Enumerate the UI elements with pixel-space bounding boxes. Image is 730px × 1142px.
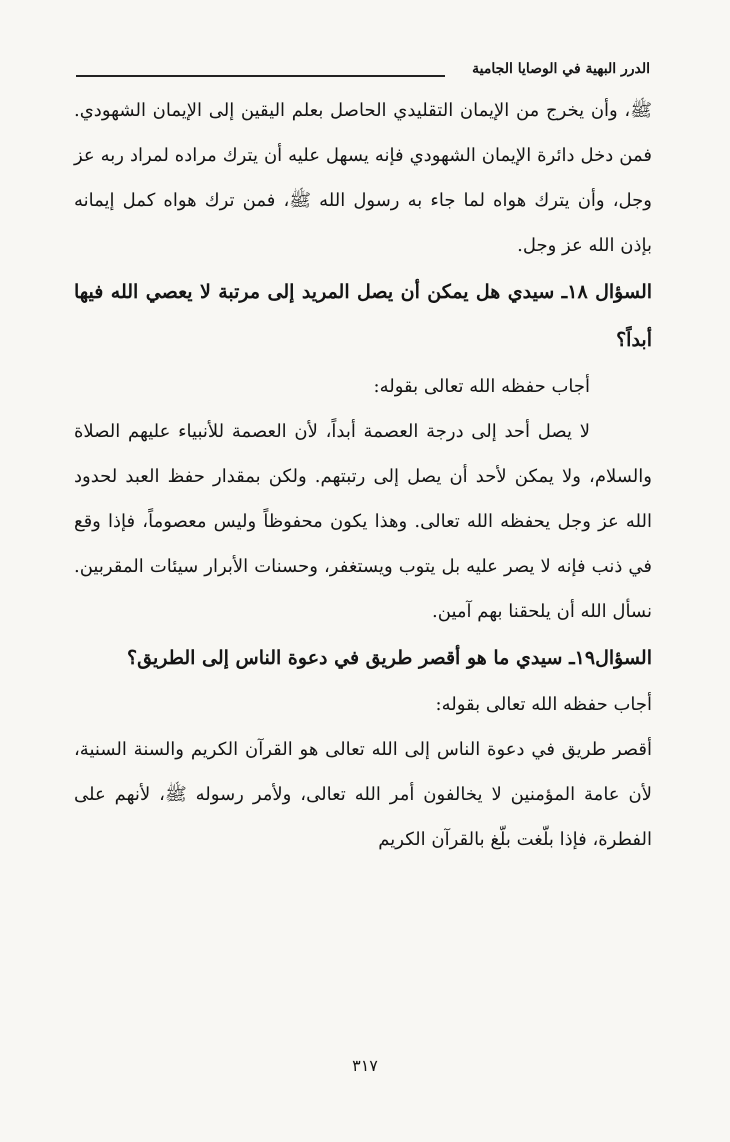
page-number: ٣١٧ bbox=[352, 1056, 378, 1075]
answer-18-label: أجاب حفظه الله تعالى بقوله: bbox=[373, 376, 590, 397]
header-title: الدرر البهية في الوصايا الجامية bbox=[472, 61, 650, 77]
paragraph-continued: ﷺ، وأن يخرج من الإيمان التقليدي الحاصل بعلم اليقين إلى الإيمان الشهودي. فمن دخل دائرة الإيمان الشهودي فإنه يسهل عليه أن يترك مراده لمراد ربه عز وجل، وأن يترك هواه لما جاء به رسول الله ﷺ، فمن ترك هواه كمل إيمانه بإذن الله عز وجل. bbox=[74, 100, 652, 256]
page-body bbox=[74, 88, 652, 862]
question-18: السؤال ١٨ـ سيدي هل يمكن أن يصل المريد إلى مرتبة لا يعصي الله فيها أبداً؟ bbox=[74, 281, 653, 351]
answer-18-text: لا يصل أحد إلى درجة العصمة أبداً، لأن العصمة للأنبياء عليهم الصلاة والسلام، ولا يمكن لأحد أن يصل إلى رتبتهم. ولكن بمقدار حفظ العبد لحدود الله عز وجل يحفظه الله تعالى. وهذا يكون محفوظاً وليس معصوماً، فإذا وقع في ذنب فإنه لا يصر عليه بل يتوب ويستغفر، وحسنات الأبرار سيئات المقربين. نسأل الله أن يلحقنا بهم آمين. bbox=[74, 421, 652, 622]
answer-19-label: أجاب حفظه الله تعالى بقوله: bbox=[435, 694, 652, 715]
answer-19-text: أقصر طريق في دعوة الناس إلى الله تعالى هو القرآن الكريم والسنة السنية، لأن عامة المؤمنين لا يخالفون أمر الله تعالى، ولأمر رسوله ﷺ، لأنهم على الفطرة، فإذا بلّغت بلّغ بالقرآن الكريم bbox=[74, 739, 652, 850]
header-rule bbox=[76, 75, 445, 77]
question-19: السؤال١٩ـ سيدي ما هو أقصر طريق في دعوة الناس إلى الطريق؟ bbox=[127, 647, 652, 669]
running-header bbox=[76, 57, 650, 85]
